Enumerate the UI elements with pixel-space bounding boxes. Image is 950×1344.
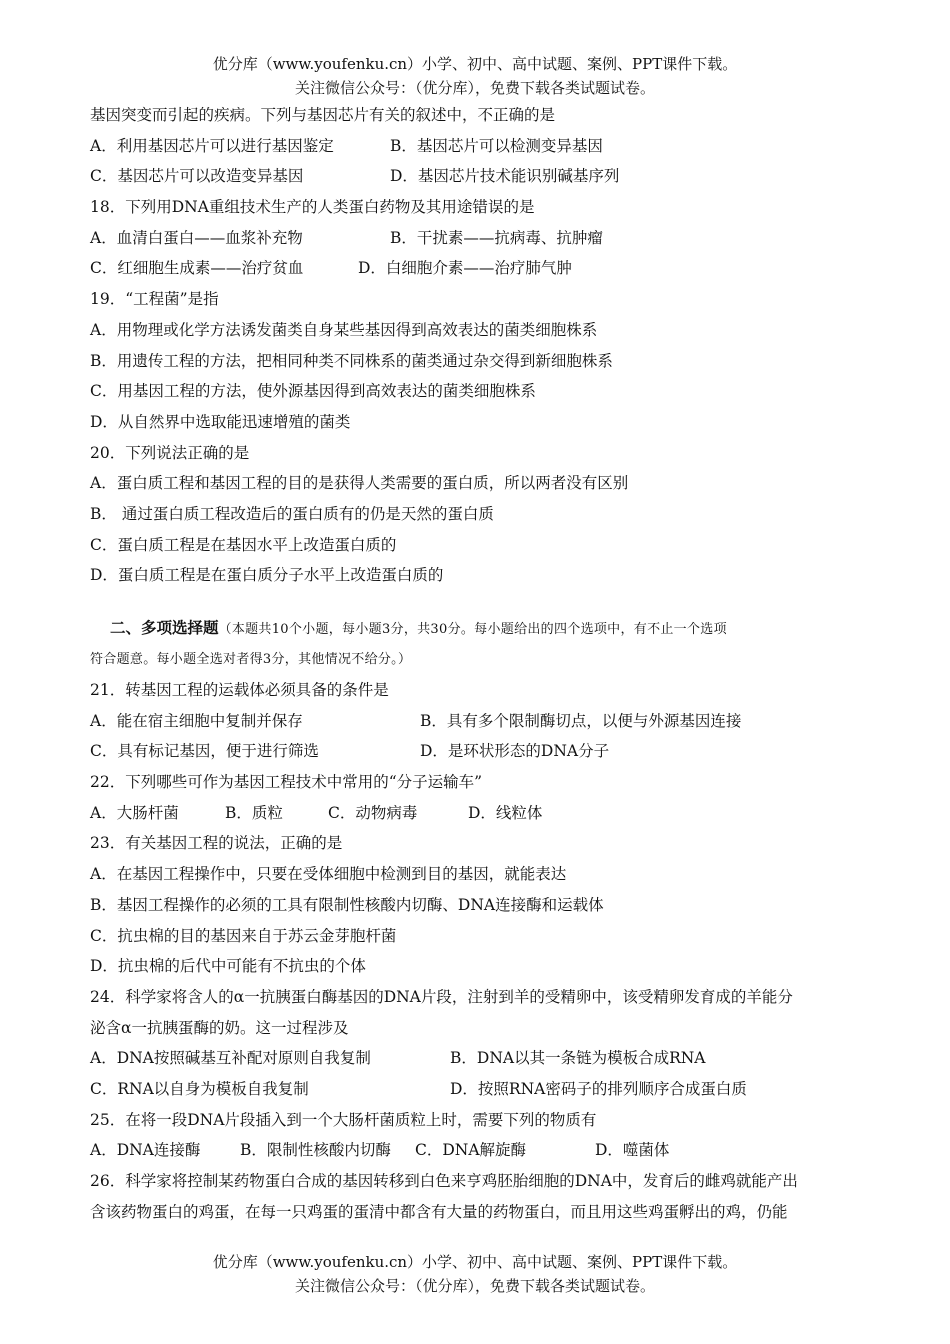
q21-options-row-2 [90, 736, 865, 767]
q18-options-row-2 [90, 253, 865, 284]
q17-stem: 基因突变而引起的疾病。下列与基因芯片有关的叙述中，不正确的是 [90, 106, 556, 124]
q20-option-c[interactable]: C．蛋白质工程是在基因水平上改造蛋白质的 [90, 535, 397, 554]
q23-option-b[interactable]: B．基因工程操作的必须的工具有限制性核酸内切酶、DNA连接酶和运载体 [90, 895, 604, 914]
q18-option-d[interactable]: D．白细胞介素——治疗肺气肿 [358, 259, 572, 278]
q21-option-c[interactable]: C．具有标记基因，便于进行筛选 [90, 742, 319, 761]
q22-option-d[interactable]: D．线粒体 [468, 803, 543, 822]
q25-option-c[interactable]: C．DNA解旋酶 [415, 1141, 527, 1160]
footer-line-2: 关注微信公众号：（优分库），免费下载各类试题试卷。 [294, 1277, 655, 1295]
q25-options-row [90, 1135, 865, 1166]
q21-option-d[interactable]: D．是环状形态的DNA分子 [420, 742, 610, 761]
q25-option-b[interactable]: B．限制性核酸内切酶 [240, 1141, 391, 1160]
q24-stem-line-2: 泌含α一抗胰蛋酶的奶。这一过程涉及 [90, 1018, 349, 1037]
q21-option-a[interactable]: A．能在宿主细胞中复制并保存 [90, 711, 303, 730]
q19-option-c[interactable]: C．用基因工程的方法，使外源基因得到高效表达的菌类细胞株系 [90, 382, 536, 401]
q21-stem: 21．转基因工程的运载体必须具备的条件是 [90, 681, 389, 699]
q24-options-row-1 [90, 1043, 865, 1074]
q22-option-b[interactable]: B．质粒 [225, 803, 283, 822]
section-2-note-line-2: 符合题意。每小题全选对者得3分，其他情况不给分。） [90, 652, 412, 667]
header-line-1: 优分库（www.youfenku.cn）小学、初中、高中试题、案例、PPT课件下载。 [212, 55, 738, 73]
section-spacer [90, 591, 865, 613]
q23-stem: 23．有关基因工程的说法，正确的是 [90, 834, 343, 853]
q23-option-c[interactable]: C．抗虫棉的目的基因来自于苏云金芽胞杆菌 [90, 926, 397, 945]
q19-option-b[interactable]: B．用遗传工程的方法，把相同种类不同株系的菌类通过杂交得到新细胞株系 [90, 351, 613, 370]
q17-options-row-1 [90, 131, 865, 162]
q25-option-d[interactable]: D．噬菌体 [595, 1141, 670, 1160]
q18-option-c[interactable]: C．红细胞生成素——治疗贫血 [90, 259, 304, 278]
q18-option-b[interactable]: B．干扰素——抗病毒、抗肿瘤 [390, 228, 603, 247]
q17-option-d[interactable]: D．基因芯片技术能识别碱基序列 [390, 167, 620, 186]
section-2-heading [90, 613, 865, 645]
q23-option-a[interactable]: A．在基因工程操作中，只要在受体细胞中检测到目的基因，就能表达 [90, 865, 567, 884]
q22-stem: 22．下列哪些可作为基因工程技术中常用的“分子运输车” [90, 773, 483, 792]
q26-stem-line-2: 含该药物蛋白的鸡蛋，在每一只鸡蛋的蛋清中都含有大量的药物蛋白，而且用这些鸡蛋孵出的鸡，仍能 [90, 1202, 788, 1221]
q22-options-row [90, 798, 865, 829]
q24-option-a[interactable]: A．DNA按照碱基互补配对原则自我复制 [90, 1049, 371, 1068]
q20-option-b[interactable]: B． 通过蛋白质工程改造后的蛋白质有的仍是天然的蛋白质 [90, 504, 494, 523]
q20-option-d[interactable]: D．蛋白质工程是在蛋白质分子水平上改造蛋白质的 [90, 566, 444, 585]
q20-stem: 20．下列说法正确的是 [90, 443, 250, 462]
page-header [0, 52, 950, 100]
q25-option-a[interactable]: A．DNA连接酶 [90, 1141, 201, 1160]
q21-option-b[interactable]: B．具有多个限制酶切点，以便与外源基因连接 [420, 711, 742, 730]
q19-stem: 19．“工程菌”是指 [90, 290, 219, 309]
exam-content [90, 100, 865, 1227]
q26-stem-line-1: 26．科学家将控制某药物蛋白合成的基因转移到白色来亨鸡胚胎细胞的DNA中，发育后的雌鸡就能产出 [90, 1172, 798, 1190]
q21-options-row-1 [90, 706, 865, 737]
q25-stem: 25．在将一段DNA片段插入到一个大肠杆菌质粒上时，需要下列的物质有 [90, 1110, 597, 1129]
q17-option-b[interactable]: B．基因芯片可以检测变异基因 [390, 136, 603, 155]
section-2-note: （本题共10个小题，每小题3分，共30分。每小题给出的四个选项中，有不止一个选项 [218, 622, 727, 637]
footer-line-1: 优分库（www.youfenku.cn）小学、初中、高中试题、案例、PPT课件下载。 [212, 1253, 738, 1271]
q24-option-b[interactable]: B．DNA以其一条链为模板合成RNA [450, 1049, 706, 1068]
q20-option-a[interactable]: A．蛋白质工程和基因工程的目的是获得人类需要的蛋白质，所以两者没有区别 [90, 474, 629, 493]
q24-option-c[interactable]: C．RNA以自身为模板自我复制 [90, 1079, 309, 1098]
q17-option-a[interactable]: A．利用基因芯片可以进行基因鉴定 [90, 136, 334, 155]
emphasis-not: 不 [477, 106, 494, 124]
header-line-2: 关注微信公众号：（优分库），免费下载各类试题试卷。 [294, 79, 655, 97]
q24-stem-line-1: 24．科学家将含人的α一抗胰蛋白酶基因的DNA片段，注射到羊的受精卵中，该受精卵发育成的羊能分 [90, 987, 793, 1006]
q17-option-c[interactable]: C．基因芯片可以改造变异基因 [90, 167, 304, 186]
page-footer [0, 1250, 950, 1298]
section-2-title: 二、多项选择题 [110, 619, 219, 637]
q24-options-row-2 [90, 1074, 865, 1105]
q19-option-a[interactable]: A．用物理或化学方法诱发菌类自身某些基因得到高效表达的菌类细胞株系 [90, 320, 598, 339]
q23-option-d[interactable]: D．抗虫棉的后代中可能有不抗虫的个体 [90, 957, 366, 976]
q18-stem: 18．下列用DNA重组技术生产的人类蛋白药物及其用途错误的是 [90, 198, 535, 217]
q18-option-a[interactable]: A．血清白蛋白——血浆补充物 [90, 228, 303, 247]
q24-option-d[interactable]: D．按照RNA密码子的排列顺序合成蛋白质 [450, 1079, 747, 1098]
q17-options-row-2 [90, 161, 865, 192]
q22-option-a[interactable]: A．大肠杆菌 [90, 803, 179, 822]
q19-option-d[interactable]: D．从自然界中选取能迅速增殖的菌类 [90, 412, 351, 431]
q22-option-c[interactable]: C．动物病毒 [328, 803, 418, 822]
